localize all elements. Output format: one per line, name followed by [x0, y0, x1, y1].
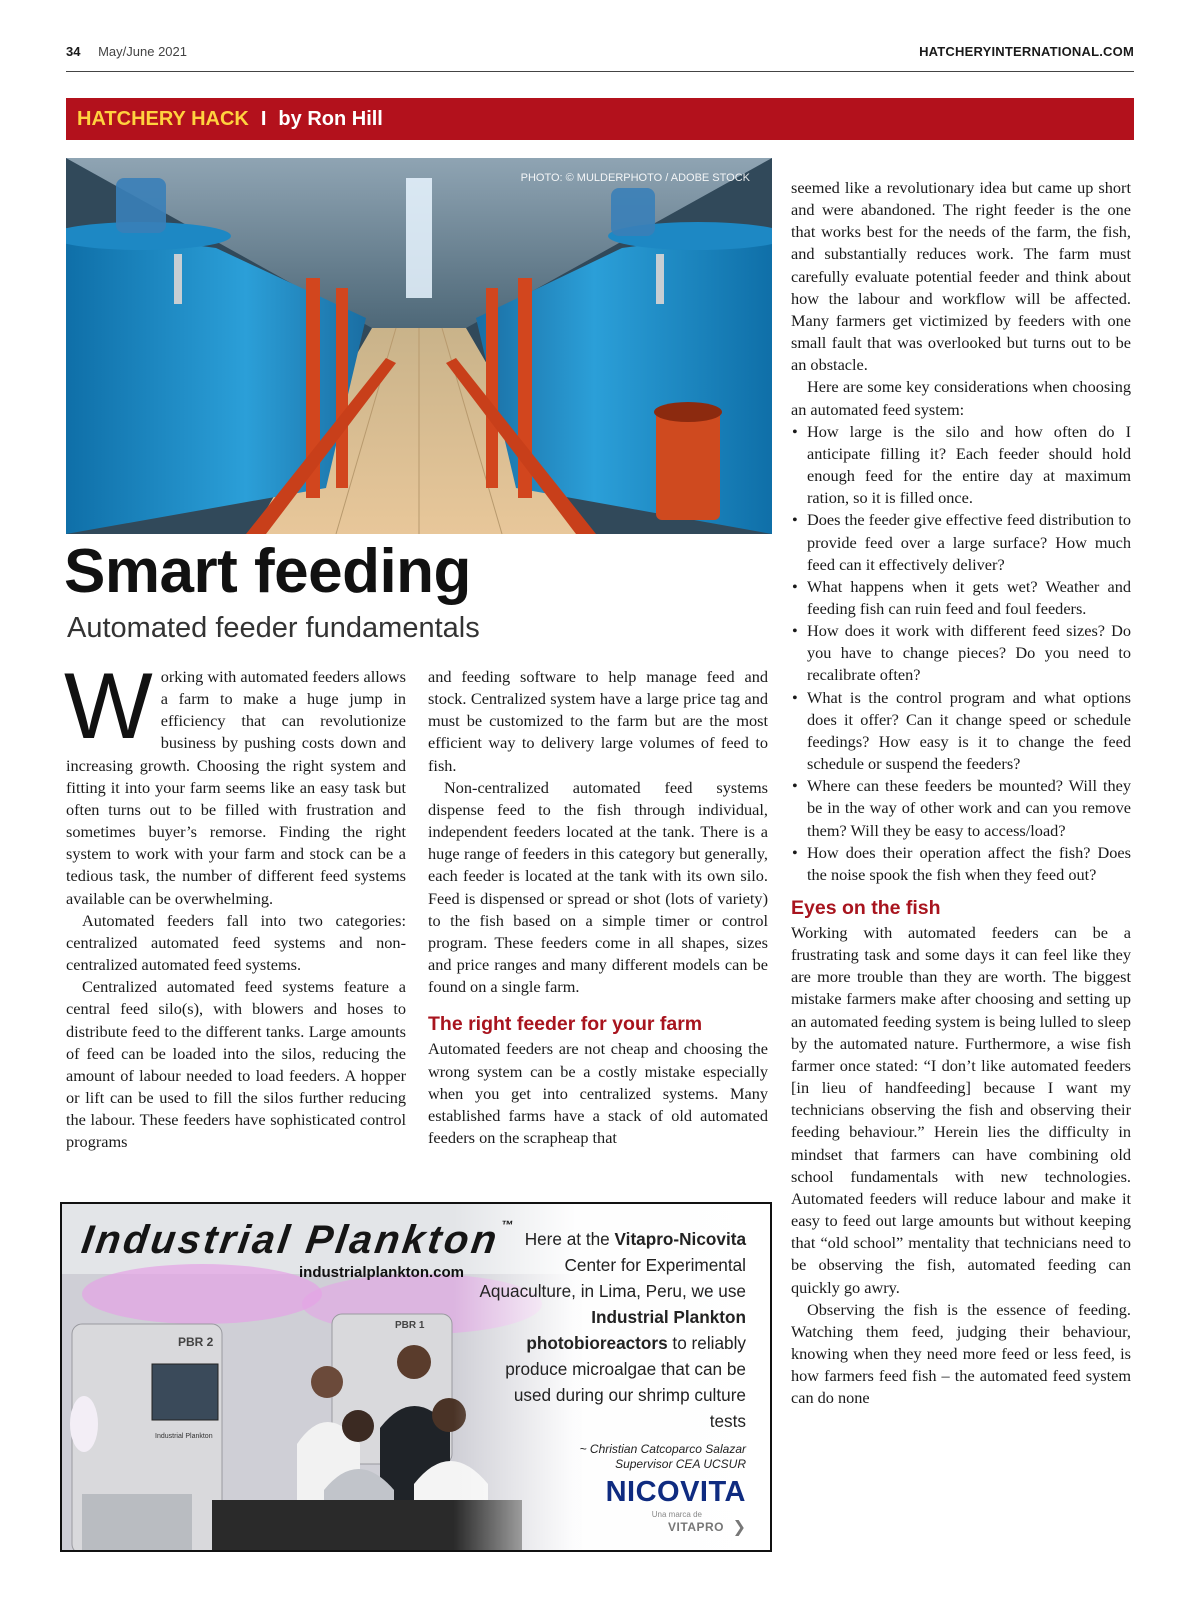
page-header — [66, 44, 1134, 72]
article-column-1 — [64, 653, 406, 1153]
opening-paragraph — [64, 653, 406, 910]
author-name: ~ Christian Catcoparco Salazar — [579, 1442, 746, 1456]
list-item: • How does it work with different feed sizes? Do you have to change pieces? Do you need to recalibrate often? — [791, 620, 1131, 686]
list-item: • How large is the silo and how often do I anticipate filling it? Each feeder should hold enough feed for the entire day at maximum ration, so it is filled once. — [791, 421, 1131, 510]
list-item: • Where can these feeders be mounted? Will they be in the way of other work and can you remove them? Will they be easy to access/load? — [791, 775, 1131, 841]
considerations-list — [791, 421, 1131, 886]
paragraph: Automated feeders fall into two categories: centralized automated feed systems and non-centralized automated feed systems. — [66, 910, 406, 975]
list-item: • How does their operation affect the fish? Does the noise spook the fish when they feed out? — [791, 842, 1131, 886]
photo-credit: PHOTO: © MULDERPHOTO / ADOBE STOCK — [520, 172, 750, 184]
subheading-eyes-on-fish: Eyes on the fish — [791, 897, 941, 919]
paragraph: and feeding software to help manage feed and stock. Centralized system have a large price tag and must be customized to the farm but are the most efficient way to delivery large volumes of feed to fish. — [428, 667, 768, 775]
list-item: • What is the control program and what options does it offer? Can it change speed or schedule feedings? How easy is it to change the feed schedule or suspend the feeders? — [791, 687, 1131, 776]
brand-name: Industrial Plankton — [78, 1218, 503, 1262]
paragraph: Here are some key considerations when choosing an automated feed system: — [791, 377, 1131, 419]
chevron-right-icon: ❯ — [732, 1517, 746, 1536]
issue-date: May/June 2021 — [98, 44, 187, 59]
pbr1-label: PBR 1 — [395, 1320, 425, 1331]
section-banner — [66, 98, 1134, 140]
article-column-2 — [428, 666, 768, 1149]
opening-text: orking with automated feeders allows a farm to make a huge jump in efficiency that can revolutionize business by pushing costs down and increasing growth. Choosing the right system and fitting it into your farm seems like an easy task but often turns out to be filled with frustration and sometimes buyer’s remorse. Finding the right system to work with your farm and stock can be a tedious task, the number of different feed systems available can be overwhelming. — [66, 667, 406, 908]
drop-cap: W — [64, 653, 153, 758]
banner-separator: I — [260, 108, 267, 130]
ad-url-link[interactable]: industrialplankton.com — [299, 1264, 465, 1281]
nicovita-logo: NICOVITA — [605, 1476, 746, 1508]
hatchery-corridor-illustration — [66, 158, 772, 534]
panel-label: Industrial Plankton — [155, 1433, 213, 1440]
list-item: • Does the feeder give effective feed distribution to provide feed over a large surface? How much feed can it effectively deliver? — [791, 509, 1131, 575]
subheading-right-feeder: The right feeder for your farm — [428, 1013, 703, 1036]
website-link[interactable]: HATCHERYINTERNATIONAL.COM — [919, 44, 1134, 59]
pbr2-label: PBR 2 — [178, 1335, 214, 1349]
paragraph: Observing the fish is the essence of feeding. Watching them feed, judging their behaviour, knowing when they need more feed or less feed, is how farmers feed fish – the automated feed system can do none — [791, 1299, 1131, 1408]
article-column-3 — [791, 177, 1131, 1409]
list-item: • What happens when it gets wet? Weather and feeding fish can ruin feed and foul feeders. — [791, 576, 1131, 620]
section-name: HATCHERY HACK — [77, 108, 249, 130]
paragraph: Non-centralized automated feed systems dispense feed to the fish through individual, independent feeders located at the tank. There is a huge range of feeders in this category but generally, each feeder is located at the tank with its own silo. Feed is dispensed or spread or shot (lots of variety) to the fish based on a simple timer or control program. These feeders come in all shapes, sizes and price ranges and many different models can be found on a single farm. — [428, 777, 768, 997]
marca-label: Una marca de — [651, 1510, 702, 1519]
vitapro-logo: VITAPRO — [668, 1520, 724, 1534]
testimonial-author — [446, 1442, 746, 1472]
author-title: Supervisor CEA UCSUR — [615, 1457, 746, 1471]
article-title: Smart feeding — [64, 537, 471, 606]
trademark: ™ — [500, 1218, 515, 1232]
article-subtitle: Automated feeder fundamentals — [67, 612, 480, 644]
industrial-plankton-ad[interactable] — [60, 1202, 772, 1552]
paragraph: Working with automated feeders can be a frustrating task and some days it can feel like they are more trouble than they are worth. The biggest mistake farmers make after choosing and setting up an automated feeding system is being lulled to sleep by the automated nature. Furthermore, a wise fish farmer once stated: “I don’t like automated feeders [in lieu of handfeeding] because I want my technicians observing the fish and observing their feeding behaviour.” Herein lies the difficulty in mindset that farmers can have combining old school fundamentals with new technologies. Automated feeders will reduce labour and make it easy to feed out large amounts but without keeping that “old school” mentality that technicians need to be observing the fish, automated feeding can quickly go awry. — [791, 923, 1132, 1297]
hatchery-photo — [66, 158, 772, 534]
byline: by Ron Hill — [278, 108, 383, 130]
paragraph: seemed like a revolutionary idea but came up short and were abandoned. The right feeder is the one that works best for the needs of the farm, the fish, and substantially reduces work. The farm must carefully evaluate potential feeder and think about how the labour and workflow will be affected. Many farmers get victimized by feeders with one small fault that was overlooked but turns out to be an obstacle. — [791, 178, 1131, 375]
paragraph: Automated feeders are not cheap and choosing the wrong system can be a costly mistake especially when you get into centralized systems. Many established farms have a stack of old automated feeders on the scrapheap that — [428, 1039, 768, 1147]
page-number: 34 — [66, 44, 81, 59]
ad-brand-logo — [79, 1218, 514, 1263]
paragraph: Centralized automated feed systems feature a central feed silo(s), with blowers and hoses to distribute feed to the different tanks. Large amounts of feed can be loaded into the silos, reducing the amount of labour needed to load feeders. A hopper or lift can be used to fill the silos further reducing the labour. These feeders have sophisticated control programs — [66, 977, 406, 1152]
testimonial-quote: Here at the Vitapro-Nicovita Center for Experimental Aquaculture, in Lima, Peru, we use Industrial Plankton photobioreactors to reliably produce microalgae that can be used during our shrimp culture tests — [479, 1229, 746, 1431]
